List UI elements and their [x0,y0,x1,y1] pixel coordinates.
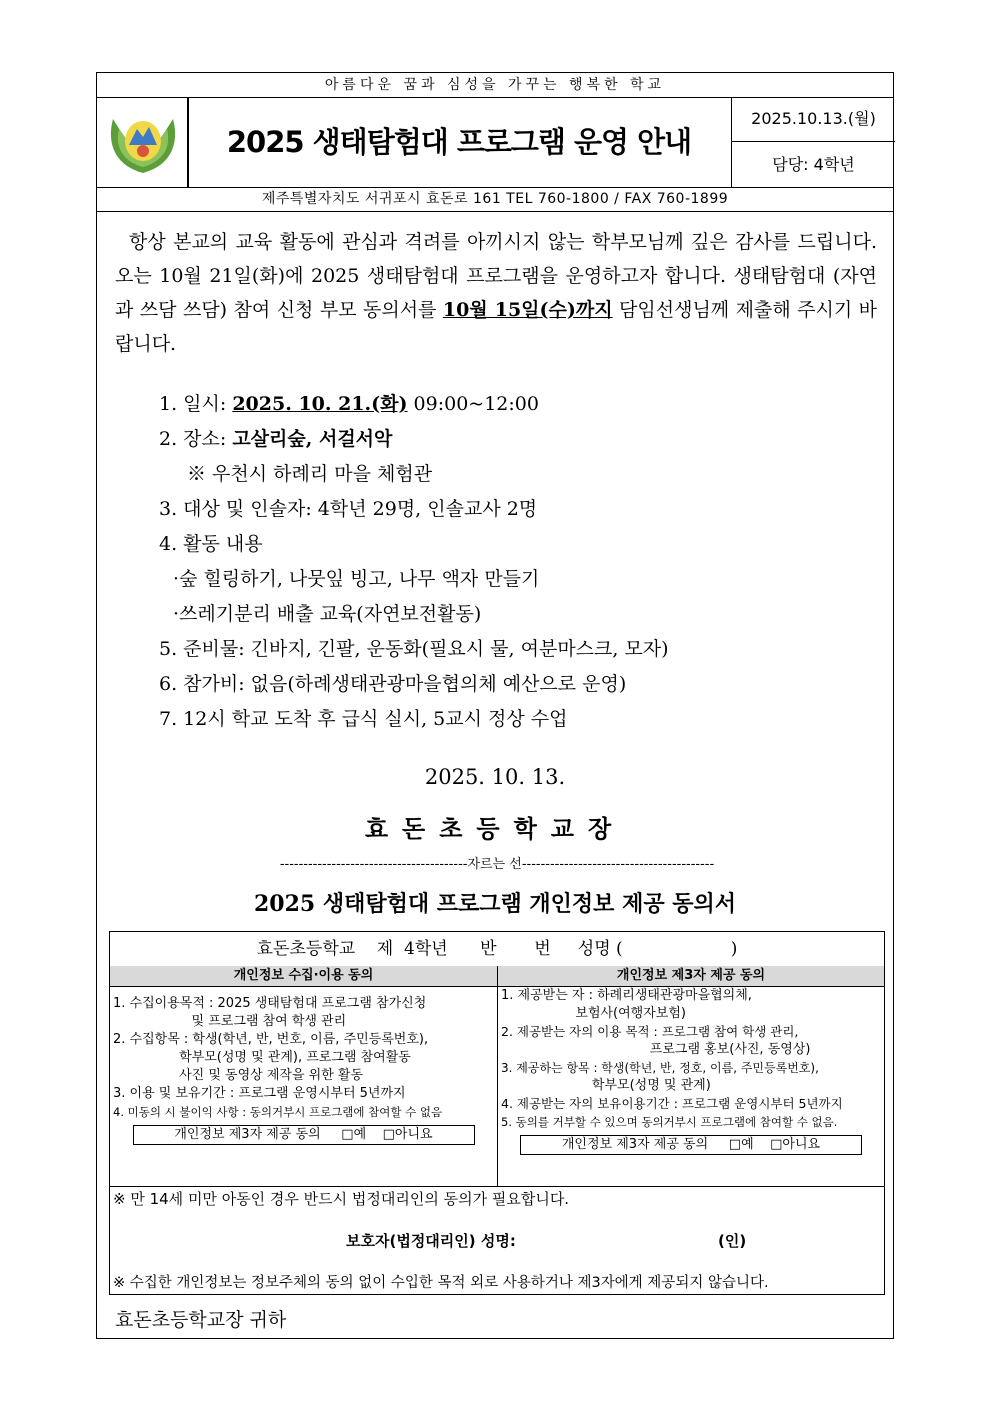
deadline: 10월 15일(수)까지 [442,299,613,321]
item-label: 2. 장소: [159,428,233,450]
right-lines [498,987,884,1131]
department: 담당: 4학년 [772,155,855,174]
left-line: 2. 수집항목 : 학생(학년, 반, 번호, 이름, 주민등록번호), [113,1032,429,1047]
principal-name: 효돈초등학교장 [364,814,626,843]
seal-mark[interactable]: (인) [718,1232,747,1250]
left-line: 1. 수집이용목적 : 2025 생태탐험대 프로그램 참가신청 [113,996,427,1011]
consent-form [109,931,885,1295]
guardian-note: ※ 만 14세 미만 아동인 경우 반드시 법정대리인의 동의가 필요합니다. [110,1186,884,1211]
intro-text-a: 항상 본교의 교육 활동에 관심과 격려를 아끼시지 않는 학부모님께 깊은 감사를 드립니다. 오는 10월 21일(화)에 2025 생태탐험대 프로그램을 운영하고자 합니다. 생태탐험대 (자연과 쓰담 쓰담) 참여 신청 부모 동의서를 [115,231,877,321]
right-line: 4. 제공받는 자의 보유이용기간 : 프로그램 운영시부터 5년까지 [501,1096,843,1111]
intro-paragraph [115,225,877,361]
right-column-header: 개인정보 제3자 제공 동의 [498,966,884,987]
notice-document [96,72,894,1339]
header [97,97,893,188]
rain-note: ※ 우천시 하례리 마을 체험관 [187,463,433,485]
privacy-note: ※ 수집한 개인정보는 정보주체의 동의 없이 수입한 목적 외로 사용하거나 제3자에게 제공되지 않습니다. [113,1275,769,1291]
form-title: 2025 생태탐험대 프로그램 개인정보 제공 동의서 [253,891,737,917]
right-line: 보험사(여행자보험) [501,1006,686,1021]
school-address: 제주특별자치도 서귀포시 효돈로 161 TEL 760-1800 / FAX 760-1899 [97,187,893,212]
addressee: 효돈초등학교장 귀하 [115,1309,287,1331]
right-line: 2. 제공받는 자의 이용 목적 : 프로그램 참여 학생 관리, [501,1024,799,1039]
issue-date: 2025.10.13.(월) [732,97,895,142]
item-label: 1. 일시: [159,393,233,415]
left-consent-checkbox[interactable]: 개인정보 제3자 제공 동의 □예 □아니요 [133,1125,475,1145]
signature-date: 2025. 10. 13. [424,765,566,789]
right-line: 3. 제공하는 항목 : 학생(학년, 반, 정호, 이름, 주민등록번호), [501,1061,819,1075]
school-emblem-icon [103,105,183,179]
guardian-label: 보호자(법정대리인) 성명: [346,1232,516,1250]
right-line: 프로그램 홍보(사진, 동영상) [501,1042,811,1057]
left-line: 4. 미동의 시 불이익 사항 : 동의거부시 프로그램에 참여할 수 없음 [113,1105,443,1119]
item-activities: 4. 활동 내용 [159,533,263,555]
right-line: 1. 제공받는 자 : 하례리생태관광마을협의체, [501,988,752,1003]
date-box [731,97,895,187]
cut-line: ----------------------------------------자르는 선----------------------------------------- [279,857,715,872]
left-line: 학부모(성명 및 관계), 프로그램 참여활동 [113,1050,411,1065]
activity-a: ·숲 힐링하기, 나뭇잎 빙고, 나무 액자 만들기 [173,568,540,590]
third-party-consent-column [498,966,884,1186]
event-date: 2025. 10. 21.(화) [232,393,408,415]
school-motto: 아름다운 꿈과 심성을 가꾸는 행복한 학교 [97,73,893,98]
left-column-header: 개인정보 수집·이용 동의 [110,966,497,987]
left-line: 3. 이용 및 보유기간 : 프로그램 운영시부터 5년까지 [113,1086,406,1101]
left-lines [110,987,497,1121]
item-date [159,387,859,422]
item-participants: 3. 대상 및 인솔자: 4학년 29명, 인솔교사 2명 [159,498,538,520]
left-line: 및 프로그램 참여 학생 관리 [113,1014,347,1029]
item-fee: 6. 참가비: 없음(하례생태관광마을협의체 예산으로 운영) [159,673,627,695]
program-items [159,387,859,737]
event-place: 고살리숲, 서걸서악 [232,428,393,450]
activity-b: ·쓰레기분리 배출 교육(자연보전활동) [173,603,482,625]
event-time: 09:00~12:00 [407,393,539,415]
page-title: 2025 생태탐험대 프로그램 운영 안내 [226,125,692,159]
item-place [159,422,859,457]
student-info-row[interactable]: 효돈초등학교 제 4학년 반 번 성명 ( ) [110,932,884,967]
right-line: 5. 동의를 거부할 수 있으며 동의거부시 프로그램에 참여할 수 없음. [501,1115,838,1129]
collection-consent-column [110,966,498,1186]
right-consent-checkbox[interactable]: 개인정보 제3자 제공 동의 □예 □아니요 [520,1135,862,1155]
item-return: 7. 12시 학교 도착 후 급식 실시, 5교시 정상 수업 [159,708,568,730]
intro-text-b: 담임선생님께 제출해 주시기 바랍니다. [115,299,877,355]
left-line: 사진 및 동영상 제작을 위한 활동 [113,1068,364,1083]
item-supplies: 5. 준비물: 긴바지, 긴팔, 운동화(필요시 물, 여분마스크, 모자) [159,638,669,660]
right-line: 학부모(성명 및 관계) [501,1078,711,1093]
